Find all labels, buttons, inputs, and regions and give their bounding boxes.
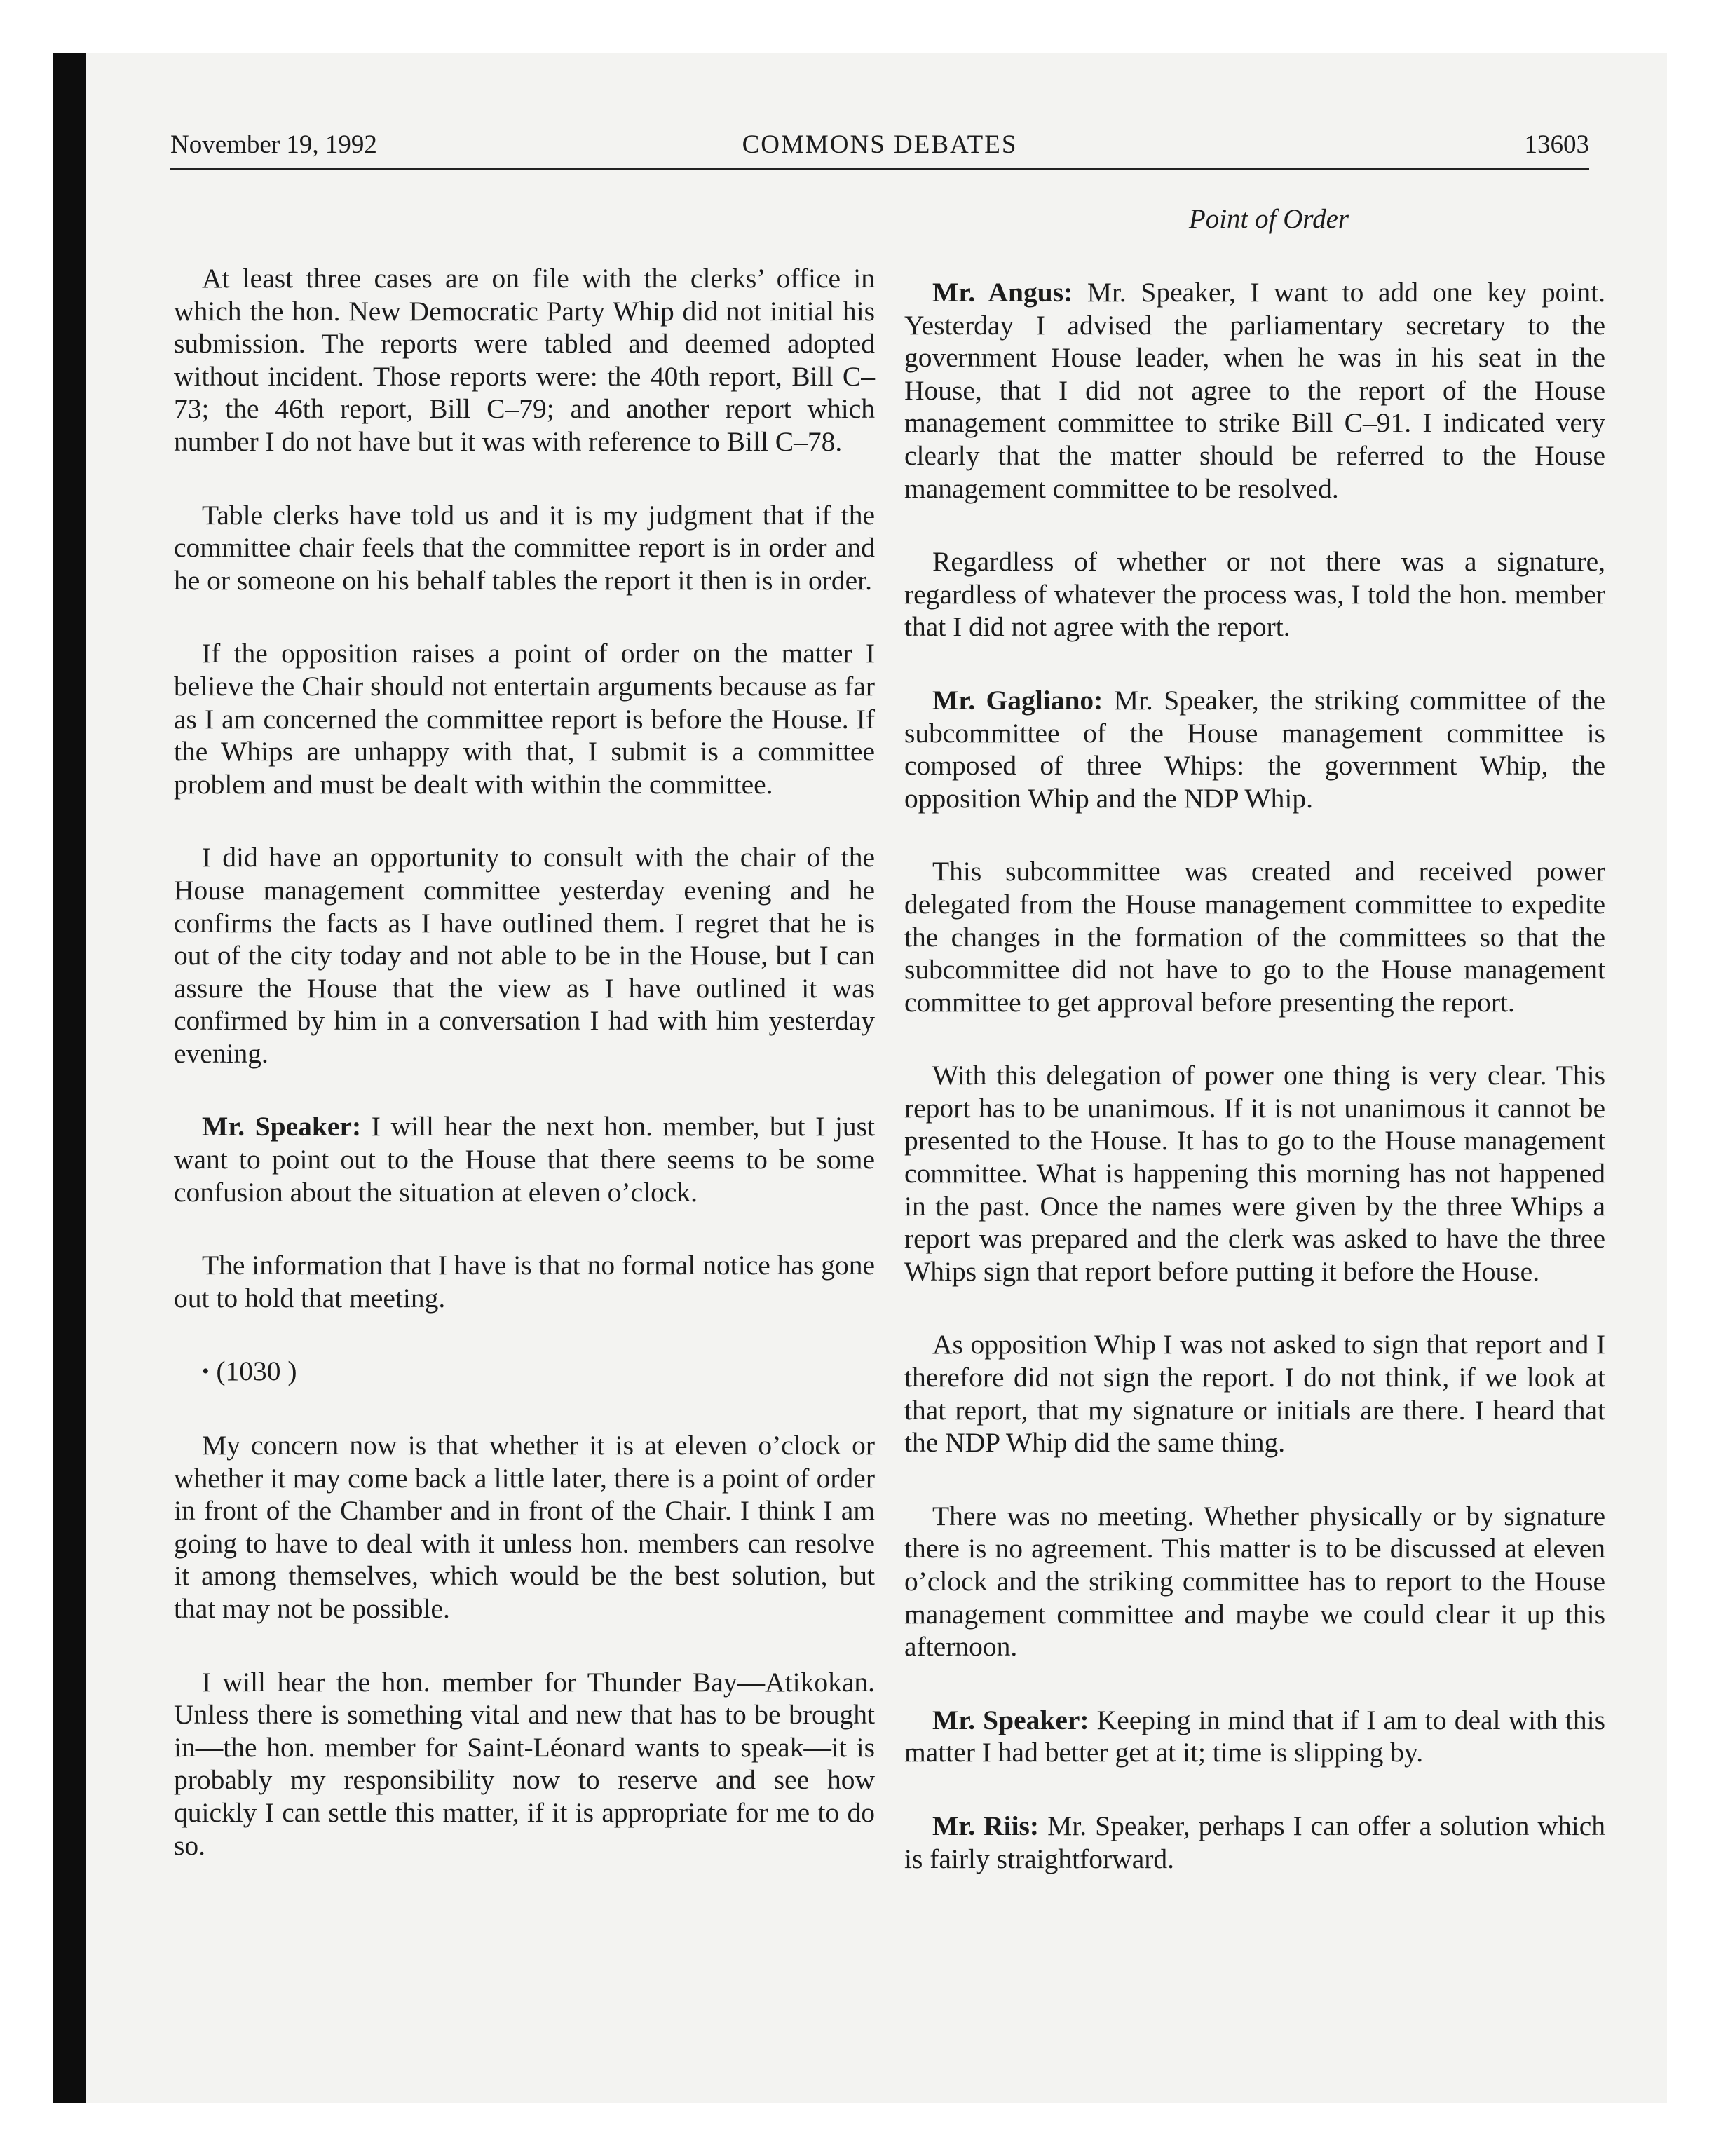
speech-text: Mr. Speaker, the striking committee of the subcommittee of the House management committee is composed of three Whips: the government Whip, the opposition Whip and the NDP Whip. xyxy=(904,684,1605,814)
speaker-name: Mr. Riis: xyxy=(932,1810,1040,1841)
header-date: November 19, 1992 xyxy=(170,130,377,159)
paragraph: I will hear the hon. member for Thunder Bay—Atikokan. Unless there is something vital and new that has to be brought in—the hon. member for Saint-Léonard wants to speak—it is probably my responsibility now to reserve and see how quickly I can settle this matter, if it is appropriate for me to do so. xyxy=(174,1666,875,1861)
section-title: Point of Order xyxy=(1188,204,1349,234)
speech xyxy=(904,276,1605,505)
speech-text: Mr. Speaker, I want to add one key point. Yesterday I advised the parliamentary secretary to the government House leader, when he was in his seat in the House, that I did not agree to the report of the House management committee to strike Bill C–91. I indicated very clearly that the matter should be referred to the House management committee to be resolved. xyxy=(904,277,1606,504)
paragraph: Table clerks have told us and it is my judgment that if the committee chair feels that the committee report is in order and he or someone on his behalf tables the report it then is in order. xyxy=(174,499,875,596)
paragraph: If the opposition raises a point of order on the matter I believe the Chair should not entertain arguments because as far as I am concerned the committee report is before the House. If the Whips are unhappy with that, I submit is a committee problem and must be dealt with within the committee. xyxy=(174,638,875,800)
speech xyxy=(904,1810,1605,1875)
speaker-name: Mr. Speaker: xyxy=(202,1111,362,1142)
paragraph: Regardless of whether or not there was a signature, regardless of whatever the process was, I told the hon. member that I did not agree with the report. xyxy=(904,546,1605,643)
header-page-number: 13603 xyxy=(1524,130,1589,159)
scan-edge-bar xyxy=(53,53,86,2103)
paragraph: As opposition Whip I was not asked to sign that report and I therefore did not sign the report. I do not think, if we look at that report, that my signature or initials are there. I heard that the NDP Whip did the same thing. xyxy=(904,1329,1605,1459)
speech xyxy=(904,1704,1605,1769)
timestamp-marker xyxy=(174,1355,875,1389)
speech-text: Keeping in mind that if I am to deal with this matter I had better get at it; time is slipping by. xyxy=(904,1704,1605,1768)
header-title: COMMONS DEBATES xyxy=(742,130,1018,159)
paragraph: At least three cases are on file with the clerks’ office in which the hon. New Democratic Party Whip did not initial his submission. The reports were tabled and deemed adopted without incident. Those reports were: the 40th report, Bill C–73; the 46th report, Bill C–79; and another report which number I do not have but it was with reference to Bill C–78. xyxy=(174,263,875,457)
speech-text: Mr. Speaker, perhaps I can offer a solution which is fairly straightforward. xyxy=(904,1810,1605,1874)
paragraph: This subcommittee was created and received power delegated from the House management committee to expedite the changes in the formation of the committees so that the subcommittee did not have to go to the House management committee to get approval before presenting the report. xyxy=(904,856,1605,1018)
right-column xyxy=(904,203,1605,1916)
timestamp: (1030 ) xyxy=(216,1356,297,1387)
paragraph: With this delegation of power one thing is very clear. This report has to be unanimous. If it is not unanimous it cannot be presented to the House. It has to go to the House management committee. What is happening this morning has not happened in the past. Once the names were given by the three Whips a report was prepared and the clerk was asked to have the three Whips sign that report before putting it before the House. xyxy=(904,1060,1605,1287)
paragraph: The information that I have is that no formal notice has gone out to hold that meeting. xyxy=(174,1250,875,1314)
speaker-name: Mr. Speaker: xyxy=(932,1704,1089,1735)
speaker-name: Mr. Angus: xyxy=(932,277,1073,308)
bullet-icon: • xyxy=(202,1360,210,1384)
paragraph: There was no meeting. Whether physically or by signature there is no agreement. This matter is to be discussed at eleven o’clock and the striking committee has to report to the House management committee and maybe we could clear it up this afternoon. xyxy=(904,1500,1605,1663)
page-header xyxy=(170,128,1589,163)
speech xyxy=(904,684,1605,814)
speaker-name: Mr. Gagliano: xyxy=(932,684,1103,716)
left-column xyxy=(174,203,875,1902)
speech-text: I will hear the next hon. member, but I just want to point out to the House that there seems to be some confusion about the situation at eleven o’clock. xyxy=(174,1111,875,1208)
paragraph: I did have an opportunity to consult with the chair of the House management committee yesterday evening and he confirms the facts as I have outlined them. I regret that he is out of the city today and not able to be in the House, but I can assure the House that the view as I have outlined it was confirmed by him in a conversation I had with him yesterday evening. xyxy=(174,842,875,1069)
speech xyxy=(174,1110,875,1208)
paragraph: My concern now is that whether it is at eleven o’clock or whether it may come back a little later, there is a point of order in front of the Chamber and in front of the Chair. I think I am going to have to deal with it unless hon. members can resolve it among themselves, which would be the best solution, but that may not be possible. xyxy=(174,1430,875,1624)
header-rule xyxy=(170,168,1589,170)
